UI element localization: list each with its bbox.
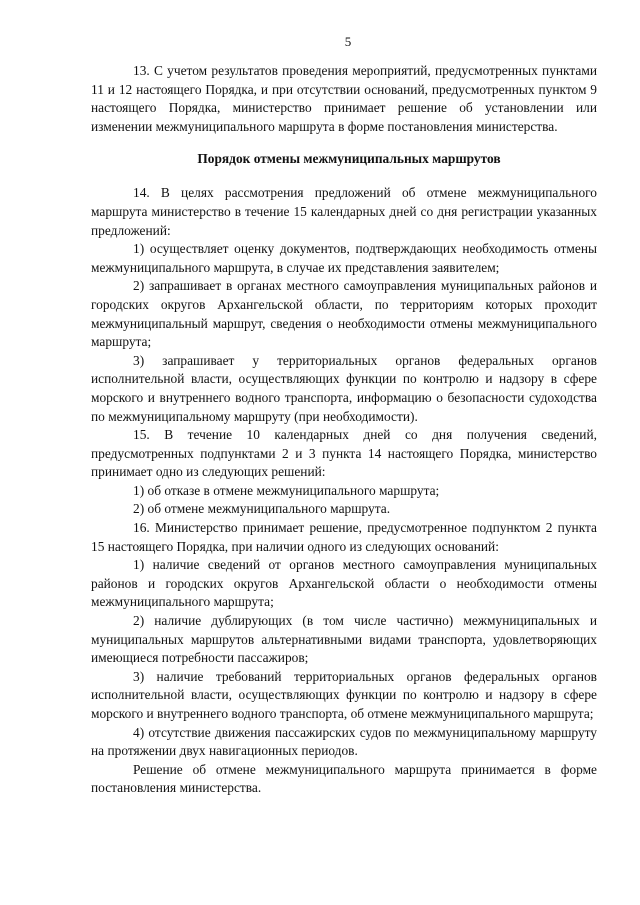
paragraph-14-item-2: 2) запрашивает в органах местного самоуправления муниципальных районов и городских округов Архангельской области, по территориям которых проходит межмуниципальный маршрут, сведения о необходимости отмены межмуниципального маршрута; (91, 278, 597, 350)
section-heading: Порядок отмены межмуниципальных маршрутов (197, 151, 501, 167)
paragraph-15: 15. В течение 10 календарных дней со дня получения сведений, предусмотренных подпунктами 2 и 3 пункта 14 настоящего Порядка, министерство принимает одно из следующих решений: (91, 427, 597, 480)
paragraph-16-item-1: 1) наличие сведений от органов местного самоуправления муниципальных районов и городских округов Архангельской области о необходимости отмены межмуниципального маршрута; (91, 557, 597, 610)
paragraph-16-item-3: 3) наличие требований территориальных органов федеральных органов исполнительной власти, осуществляющих функции по контролю и надзору в сфере морского и внутреннего водного транспорта, об отмене межмуниципального маршрута; (91, 668, 597, 721)
paragraph-15-item-1: 1) об отказе в отмене межмуниципального маршрута; (133, 482, 440, 498)
paragraph-15-item-2: 2) об отмене межмуниципального маршрута. (133, 501, 391, 517)
paragraph-16-item-2: 2) наличие дублирующих (в том числе частично) межмуниципальных и муниципальных маршрутов альтернативными видами транспорта, удовлетворяющих имеющиеся потребности пассажиров; (91, 613, 597, 666)
paragraph-14-item-1: 1) осуществляет оценку документов, подтверждающих необходимость отмены межмуниципального маршрута, в случае их представления заявителем; (91, 241, 597, 275)
paragraph-16: 16. Министерство принимает решение, предусмотренное подпунктом 2 пункта 15 настоящего Порядка, при наличии одного из следующих оснований: (91, 520, 597, 554)
paragraph-decision: Решение об отмене межмуниципального маршрута принимается в форме постановления министерства. (91, 761, 597, 796)
paragraph-13: 13. С учетом результатов проведения мероприятий, предусмотренных пунктами 11 и 12 настоящего Порядка, и при отсутствии оснований, предусмотренных пунктом 9 настоящего Порядка, министерство принимает решение об установлении или изменении межмуниципального маршрута в форме постановления министерства. (91, 63, 597, 134)
page-number: 5 (344, 34, 352, 49)
paragraph-14: 14. В целях рассмотрения предложений об отмене межмуниципального маршрута министерство в течение 15 календарных дней со дня регистрации указанных предложений: (91, 185, 597, 238)
paragraph-16-item-4: 4) отсутствие движения пассажирских судов по межмуниципальному маршруту на протяжении двух навигационных периодов. (91, 724, 597, 759)
paragraph-14-item-3: 3) запрашивает у территориальных органов федеральных органов исполнительной власти, осуществляющих функции по контролю и надзору в сфере морского и внутреннего водного транспорта, информацию о безопасности судоходства по межмуниципальному маршруту (при необходимости). (91, 352, 597, 424)
